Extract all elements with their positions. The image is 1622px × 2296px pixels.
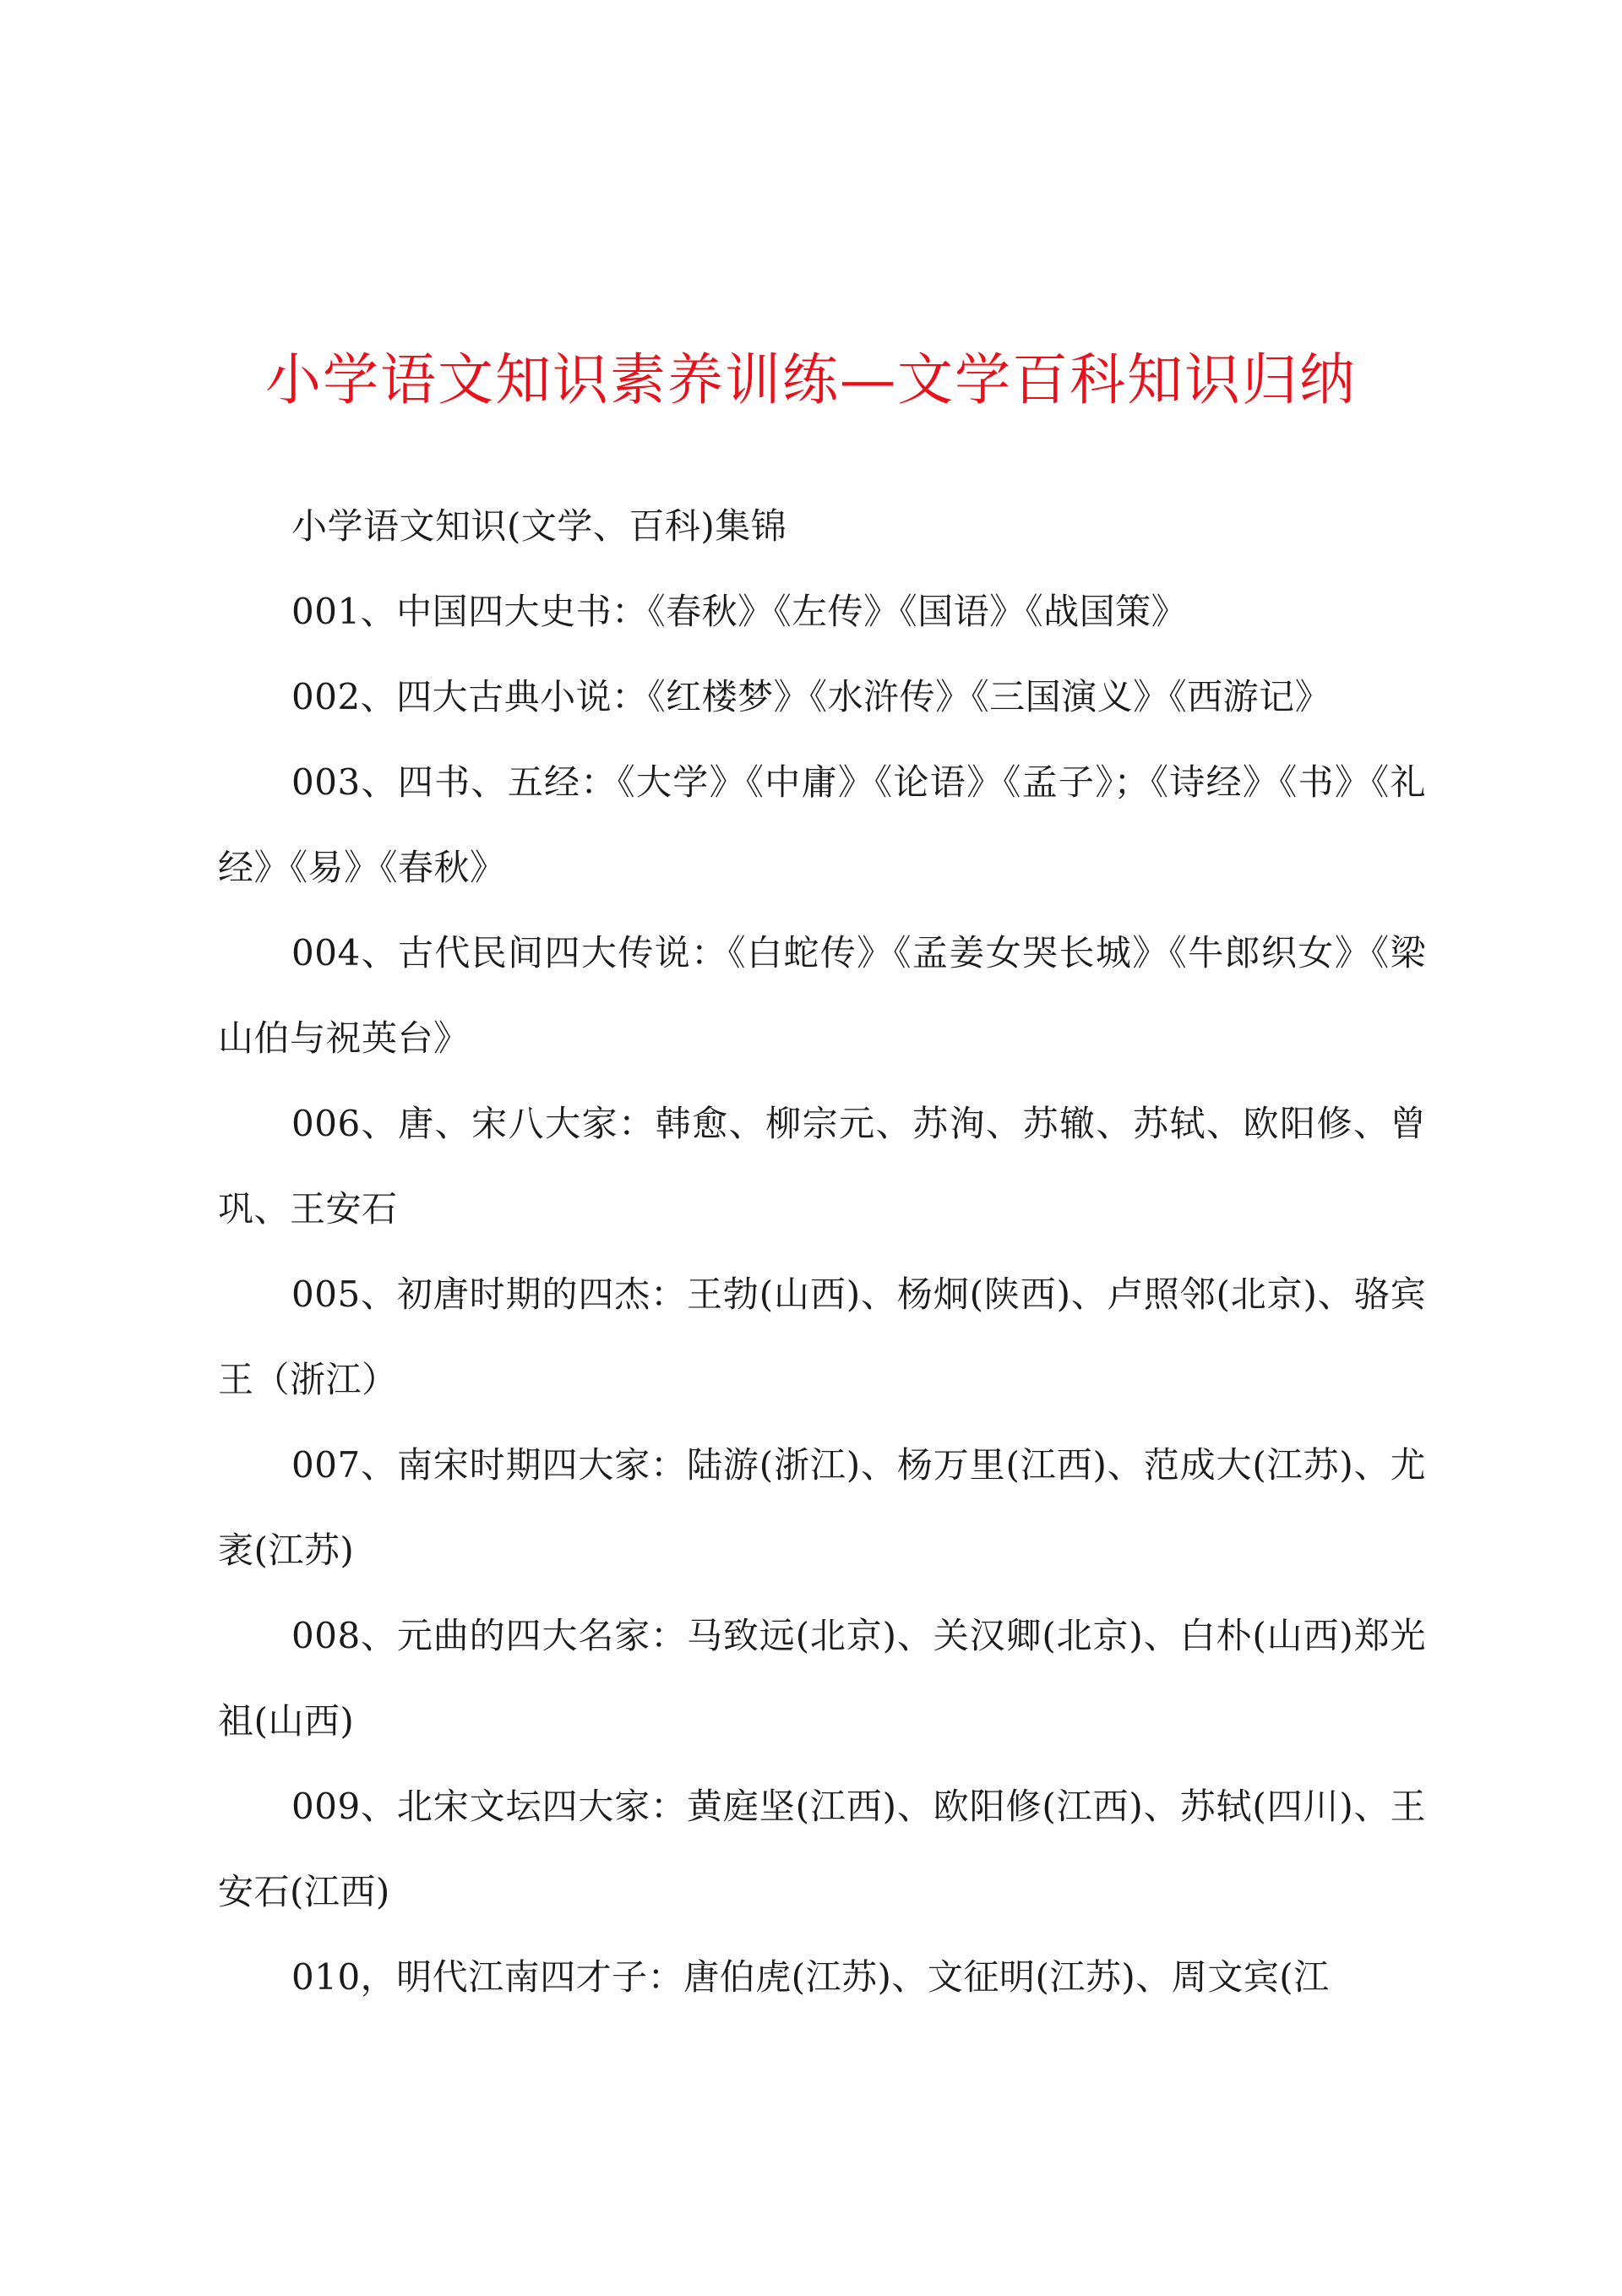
paragraph-002: 002、四大古典小说：《红楼梦》《水浒传》《三国演义》《西游记》 xyxy=(291,676,1331,717)
paragraph-010: 010，明代江南四才子：唐伯虎(江苏)、文征明(江苏)、周文宾(江 xyxy=(291,1956,1330,1998)
paragraph-005: 005、初唐时期的四杰：王勃(山西)、杨炯(陕西)、卢照邻(北京)、骆宾王（浙江） xyxy=(218,1273,1426,1400)
document-title: 小学语文知识素养训练—文学百科知识归纳 xyxy=(265,347,1357,412)
document-body xyxy=(218,483,1426,2020)
paragraph-009: 009、北宋文坛四大家：黄庭坚(江西)、欧阳修(江西)、苏轼(四川)、王安石(江西) xyxy=(218,1786,1426,1912)
paragraph-008: 008、元曲的四大名家：马致远(北京)、关汉卿(北京)、白朴(山西)郑光祖(山西) xyxy=(218,1615,1426,1742)
paragraph-004: 004、古代民间四大传说：《白蛇传》《孟姜女哭长城》《牛郎织女》《梁山伯与祝英台》 xyxy=(218,932,1426,1059)
paragraph-006: 006、唐、宋八大家：韩愈、柳宗元、苏洵、苏辙、苏轼、欧阳修、曾巩、王安石 xyxy=(218,1103,1426,1230)
paragraph-003: 003、四书、五经：《大学》《中庸》《论语》《孟子》；《诗经》《书》《礼经》《易》《春秋》 xyxy=(218,761,1426,888)
paragraph-001: 001、中国四大史书：《春秋》《左传》《国语》《战国策》 xyxy=(291,591,1188,632)
paragraph-007: 007、南宋时期四大家：陆游(浙江)、杨万里(江西)、范成大(江苏)、尤袤(江苏) xyxy=(218,1444,1426,1571)
paragraph-intro: 小学语文知识(文学、百科)集锦 xyxy=(291,505,787,547)
